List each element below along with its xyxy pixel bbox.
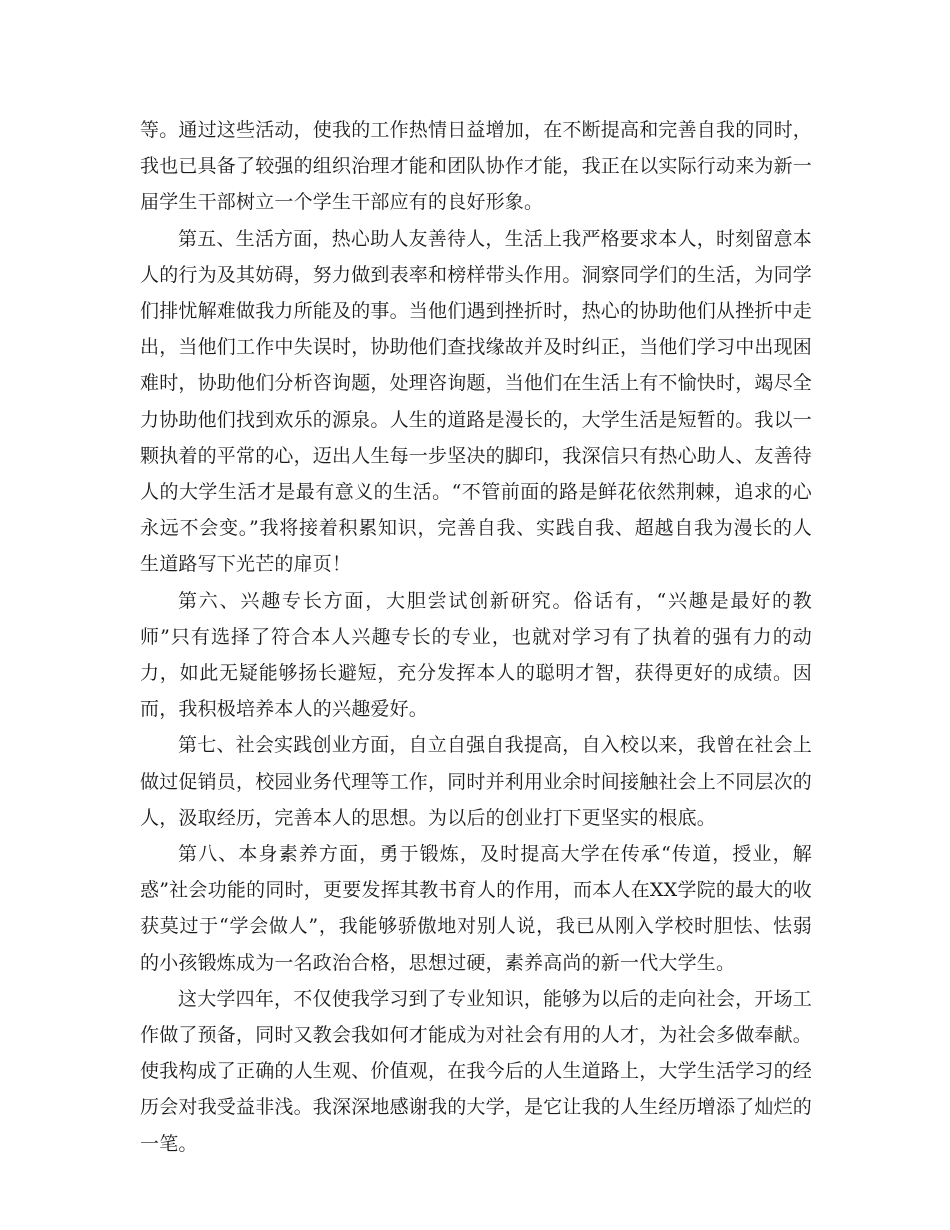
paragraph-life: 第五、生活方面，热心助人友善待人，生活上我严格要求本人，时刻留意本人的行为及其妨碍，努力做到表率和榜样带头作用。洞察同学们的生活，为同学们排忧解难做我力所能及的事。当他们遇到挫折时，热心的协助他们从挫折中走出，当他们工作中失误时，协助他们查找缘故并及时纠正，当他们学习中出现困难时，协助他们分析咨询题，处理咨询题，当他们在生活上有不愉快时，竭尽全力协助他们找到欢乐的源泉。人生的道路是漫长的，大学生活是短暂的。我以一颗执着的平常的心，迈出人生每一步坚决的脚印，我深信只有热心助人、友善待人的大学生活才是最有意义的生活。“不管前面的路是鲜花依然荆棘，追求的心永远不会变。”我将接着积累知识，完善自我、实践自我、超越自我为漫长的人生道路写下光芒的扉页！ — [140, 227, 813, 576]
paragraph-social-practice: 第七、社会实践创业方面，自立自强自我提高，自入校以来，我曾在社会上做过促销员，校园业务代理等工作，同时并利用业余时间接触社会上不同层次的人，汲取经历，完善本人的思想。为以后的创业打下更坚实的根底。 — [140, 734, 813, 829]
document-body — [140, 112, 812, 1162]
paragraph-interests: 第六、兴趣专长方面，大胆尝试创新研究。俗话有，“兴趣是最好的教师”只有选择了符合本人兴趣专长的专业，也就对学习有了执着的强有力的动力，如此无疑能够扬长避短，充分发挥本人的聪明才智，获得更好的成绩。因而，我积极培养本人的兴趣爱好。 — [140, 589, 812, 721]
paragraph-continuation: 等。通过这些活动，使我的工作热情日益增加，在不断提高和完善自我的同时，我也已具备了较强的组织治理才能和团队协作才能，我正在以实际行动来为新一届学生干部树立一个学生干部应有的良好形象。 — [140, 119, 813, 214]
paragraph-conclusion: 这大学四年，不仅使我学习到了专业知识，能够为以后的走向社会，开场工作做了预备，同时又教会我如何才能成为对社会有用的人才，为社会多做奉献。使我构成了正确的人生观、价值观，在我今后的人生道路上，大学生活学习的经历会对我受益非浅。我深深地感谢我的大学，是它让我的人生经历增添了灿烂的一笔。 — [140, 987, 813, 1155]
paragraph-self-cultivation: 第八、本身素养方面，勇于锻炼，及时提高大学在传承“传道，授业，解惑”社会功能的同时，更要发挥其教书育人的作用，而本人在XX学院的最大的收获莫过于“学会做人”，我能够骄傲地对别人说，我已从刚入学校时胆怯、怯弱的小孩锻炼成为一名政治合格，思想过硬，素养高尚的新一代大学生。 — [140, 843, 812, 974]
